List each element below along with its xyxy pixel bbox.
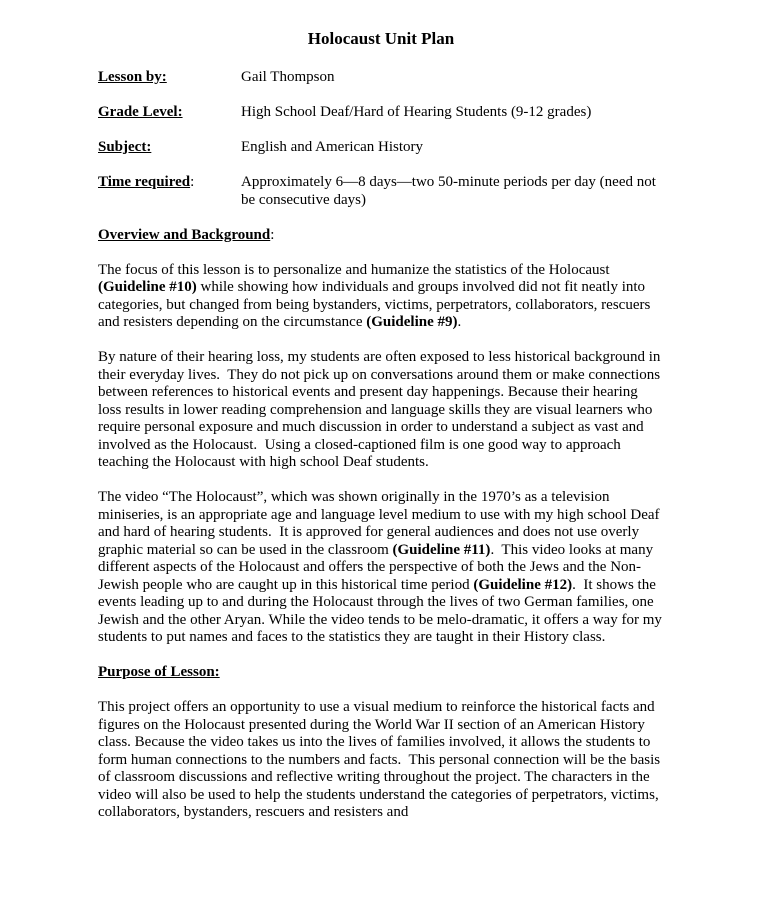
meta-label-time-required: Time required: xyxy=(98,174,195,190)
meta-label-lesson-by: Lesson by: xyxy=(98,69,167,85)
guideline-12-ref: (Guideline #12) xyxy=(473,576,573,593)
meta-value-subject: English and American History xyxy=(241,139,424,155)
overview-paragraph-1: The focus of this lesson is to personalize and humanize the statistics of the Holocaust (Guideline #10) while showing how individuals and groups involved did not fit neatly into categories, but changed from being bystanders, victims, perpetrators, collaborators, rescuers and resisters depending on the circumstance (Guideline #9). xyxy=(98,261,655,330)
meta-row-lesson-by xyxy=(98,69,664,87)
meta-label-grade-level: Grade Level: xyxy=(98,104,183,120)
meta-row-time-required xyxy=(98,174,664,209)
guideline-9-ref: (Guideline #9) xyxy=(366,314,458,330)
meta-value-grade-level: High School Deaf/Hard of Hearing Students (9-12 grades) xyxy=(241,104,592,120)
overview-paragraph-3: The video “The Holocaust”, which was shown originally in the 1970’s as a television miniseries, is an appropriate age and language level medium to use with my high school Deaf and hard of hearing students. It is approved for general audiences and does not use overly graphic material so can be used in the classroom (Guideline #11). This video looks at many different aspects of the Holocaust and offers the perspective of both the Jews and the Non-Jewish people who are caught up in this historical time period (Guideline #12). It shows the events leading up to and during the Holocaust through the lives of two German families, one Jewish and the other Aryan. While the video tends to be melo-dramatic, it offers a way for my students to put names and faces to the statistics they are taught in their History class. xyxy=(98,489,666,645)
meta-row-grade-level xyxy=(98,104,664,122)
meta-label-subject: Subject: xyxy=(98,139,152,155)
meta-row-subject xyxy=(98,139,664,157)
guideline-11-ref: (Guideline #11) xyxy=(392,541,491,558)
section-heading-overview: Overview and Background: xyxy=(98,226,275,243)
purpose-paragraph-1: This project offers an opportunity to use a visual medium to reinforce the historical facts and figures on the Holocaust presented during the World War II section of an American History class. Because the video takes us into the lives of families involved, it allows the students to form human connections to the numbers and facts. This personal connection will be the basis of classroom discussions and reflective writing throughout the project. The characters in the video will also be used to help the students understand the categories of perpetrators, victims, collaborators, bystanders, rescuers and resisters and xyxy=(98,699,664,820)
overview-paragraph-2: By nature of their hearing loss, my students are often exposed to less historical background in their everyday lives. They do not pick up on conversations around them or make connections between references to historical events and present day happenings. Because their hearing loss results in lower reading comprehension and language skills they are visual learners who require personal exposure and much discussion in order to understand a subject as vast and involved as the Holocaust. Using a closed-captioned film is one good way to approach teaching the Holocaust with high school Deaf students. xyxy=(98,349,665,470)
document-title: Holocaust Unit Plan xyxy=(307,29,455,48)
guideline-10-ref: (Guideline #10) xyxy=(98,279,197,295)
meta-value-lesson-by: Gail Thompson xyxy=(241,69,335,85)
meta-value-time-required: Approximately 6—8 days—two 50-minute periods per day (need not be consecutive days) xyxy=(241,174,660,208)
section-heading-purpose: Purpose of Lesson: xyxy=(98,664,220,680)
